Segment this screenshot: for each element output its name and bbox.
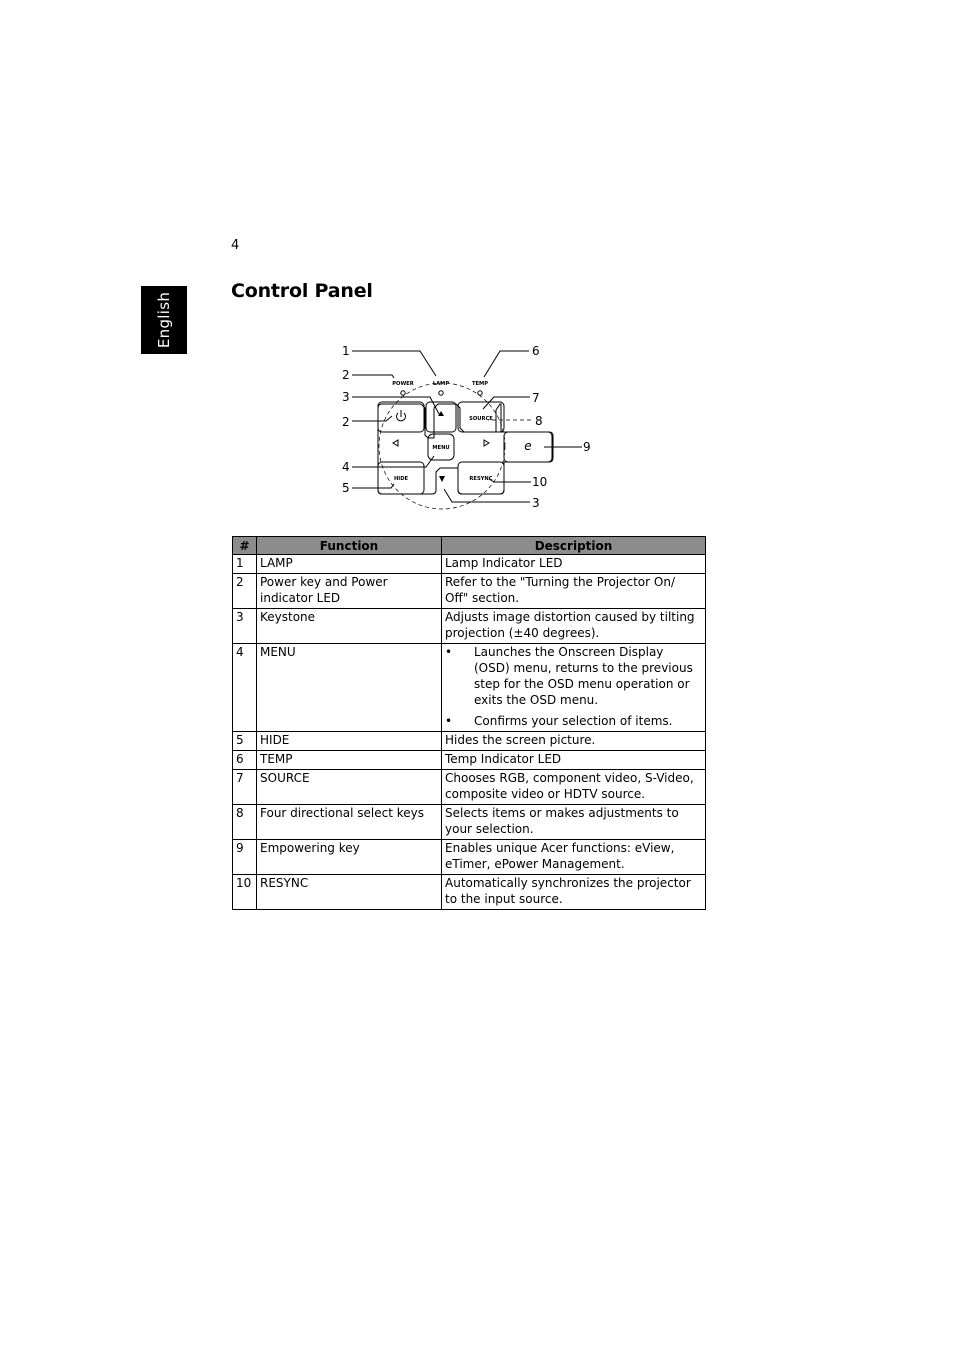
row-description: Lamp Indicator LED xyxy=(442,555,706,574)
menu-bullet-list xyxy=(445,644,702,729)
row-description: Adjusts image distortion caused by tilting projection (±40 degrees). xyxy=(442,609,706,644)
row-number: 10 xyxy=(233,875,257,910)
row-function: HIDE xyxy=(257,732,442,751)
row-description: Automatically synchronizes the projector to the input source. xyxy=(442,875,706,910)
row-function: Empowering key xyxy=(257,840,442,875)
row-number: 3 xyxy=(233,609,257,644)
table-row xyxy=(233,732,706,751)
callout-2b: 2 xyxy=(342,415,350,429)
row-number: 5 xyxy=(233,732,257,751)
language-side-tab xyxy=(141,286,187,354)
resync-key-label: RESYNC xyxy=(469,476,493,482)
callout-9: 9 xyxy=(583,440,591,454)
callout-5: 5 xyxy=(342,481,350,495)
row-number: 9 xyxy=(233,840,257,875)
temp-led xyxy=(478,391,482,395)
callout-10: 10 xyxy=(532,475,548,489)
row-function: RESYNC xyxy=(257,875,442,910)
table-row xyxy=(233,840,706,875)
row-description: Refer to the "Turning the Projector On/ Off" section. xyxy=(442,574,706,609)
control-panel-diagram xyxy=(336,336,606,516)
row-number: 8 xyxy=(233,805,257,840)
callout-7: 7 xyxy=(532,391,540,405)
row-description: Chooses RGB, component video, S-Video, composite video or HDTV source. xyxy=(442,770,706,805)
lamp-led-label: LAMP xyxy=(432,381,450,387)
table-row xyxy=(233,751,706,770)
left-arrow-icon xyxy=(393,440,398,446)
menu-key-label: MENU xyxy=(432,445,450,451)
callout-1: 1 xyxy=(342,344,350,358)
table-row xyxy=(233,555,706,574)
leader-3b xyxy=(444,489,530,502)
row-description: Selects items or makes adjustments to your selection. xyxy=(442,805,706,840)
control-panel-table xyxy=(232,536,706,910)
row-number: 2 xyxy=(233,574,257,609)
temp-led-label: TEMP xyxy=(471,381,489,387)
callout-3b: 3 xyxy=(532,496,540,510)
table-row xyxy=(233,875,706,910)
row-number: 7 xyxy=(233,770,257,805)
row-number: 4 xyxy=(233,644,257,732)
row-description: Enables unique Acer functions: eView, eTimer, ePower Management. xyxy=(442,840,706,875)
table-row xyxy=(233,805,706,840)
power-led-label: POWER xyxy=(392,381,414,387)
callout-2a: 2 xyxy=(342,368,350,382)
list-item: • Confirms your selection of items. xyxy=(445,713,702,729)
table-row xyxy=(233,770,706,805)
header-description: Description xyxy=(442,537,706,555)
leader-1 xyxy=(352,351,436,376)
table-header-row xyxy=(233,537,706,555)
table-row xyxy=(233,609,706,644)
power-icon xyxy=(397,410,406,421)
row-function: Keystone xyxy=(257,609,442,644)
leader-2a xyxy=(352,375,394,378)
callout-4: 4 xyxy=(342,460,350,474)
callout-6: 6 xyxy=(532,344,540,358)
row-number: 1 xyxy=(233,555,257,574)
language-label: English xyxy=(155,291,174,349)
right-arrow-icon xyxy=(484,440,489,446)
row-function: LAMP xyxy=(257,555,442,574)
row-function: SOURCE xyxy=(257,770,442,805)
row-function: Four directional select keys xyxy=(257,805,442,840)
row-description: Hides the screen picture. xyxy=(442,732,706,751)
callout-8: 8 xyxy=(535,414,543,428)
row-function: Power key and Power indicator LED xyxy=(257,574,442,609)
row-function: TEMP xyxy=(257,751,442,770)
header-number: # xyxy=(233,537,257,555)
source-key-label: SOURCE xyxy=(469,416,493,422)
row-description: Temp Indicator LED xyxy=(442,751,706,770)
down-arrow-icon xyxy=(439,476,445,482)
row-number: 6 xyxy=(233,751,257,770)
list-item: • Launches the Onscreen Display (OSD) menu, returns to the previous step for the OSD menu operation or exits the OSD menu. xyxy=(445,644,702,708)
hide-key-label: HIDE xyxy=(393,476,409,482)
leader-6 xyxy=(484,351,529,377)
row-description xyxy=(442,644,706,732)
leader-7 xyxy=(483,397,530,409)
page-title: Control Panel xyxy=(231,280,373,302)
up-key[interactable] xyxy=(426,402,456,432)
power-led xyxy=(401,391,405,395)
row-function: MENU xyxy=(257,644,442,732)
header-function: Function xyxy=(257,537,442,555)
table-row xyxy=(233,574,706,609)
callout-3a: 3 xyxy=(342,390,350,404)
table-row xyxy=(233,644,706,732)
page-number: 4 xyxy=(231,238,240,253)
leader-5 xyxy=(352,484,394,488)
empowering-key-label: e xyxy=(524,439,532,453)
lamp-led xyxy=(439,391,443,395)
